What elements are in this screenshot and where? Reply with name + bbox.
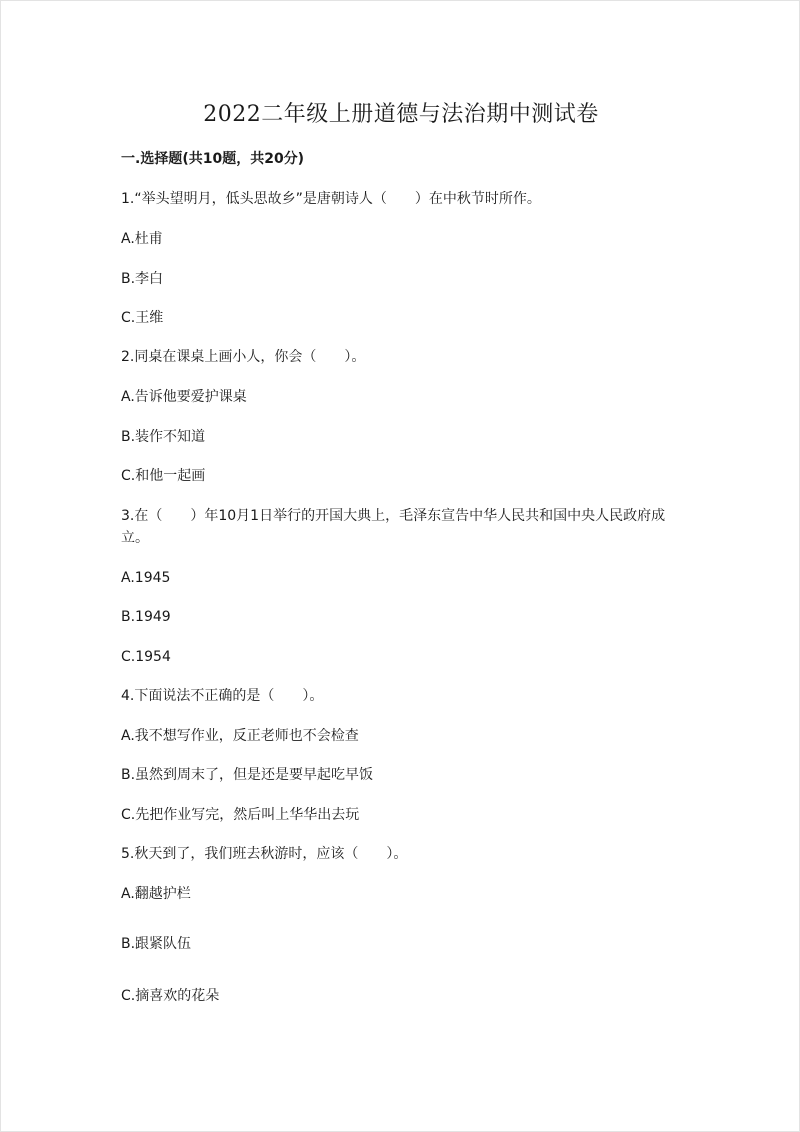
- section-heading: 一.选择题(共10题，共20分): [121, 151, 305, 167]
- document-title: 2022二年级上册道德与法治期中测试卷: [203, 102, 599, 127]
- question-2-stem: 2.同桌在课桌上画小人，你会（ ）。: [121, 349, 366, 365]
- question-5-option-b: B.跟紧队伍: [121, 936, 192, 952]
- question-5-stem: 5.秋天到了，我们班去秋游时，应该（ ）。: [121, 846, 408, 862]
- question-1-option-b: B.李白: [121, 271, 164, 287]
- question-3-option-b: B.1949: [121, 609, 171, 625]
- question-3-option-c: C.1954: [121, 649, 171, 665]
- question-1-stem: 1.“举头望明月，低头思故乡”是唐朝诗人（ ）在中秋节时所作。: [121, 191, 541, 207]
- question-2-option-a: A.告诉他要爱护课桌: [121, 389, 247, 405]
- question-3-stem: 3.在（ ）年10月1日举行的开国大典上，毛泽东宣告中华人民共和国中央人民政府成立。: [121, 508, 666, 546]
- question-3-option-a: A.1945: [121, 570, 171, 586]
- question-4-option-a: A.我不想写作业，反正老师也不会检查: [121, 728, 359, 744]
- question-4-option-c: C.先把作业写完，然后叫上华华出去玩: [121, 807, 360, 823]
- question-2-option-b: B.装作不知道: [121, 429, 206, 445]
- question-5-option-c: C.摘喜欢的花朵: [121, 988, 220, 1004]
- question-1-option-a: A.杜甫: [121, 231, 163, 247]
- question-5-option-a: A.翻越护栏: [121, 886, 191, 902]
- question-2-option-c: C.和他一起画: [121, 468, 206, 484]
- question-4-stem: 4.下面说法不正确的是（ ）。: [121, 688, 324, 704]
- question-1-option-c: C.王维: [121, 310, 164, 326]
- question-4-option-b: B.虽然到周末了，但是还是要早起吃早饭: [121, 767, 374, 783]
